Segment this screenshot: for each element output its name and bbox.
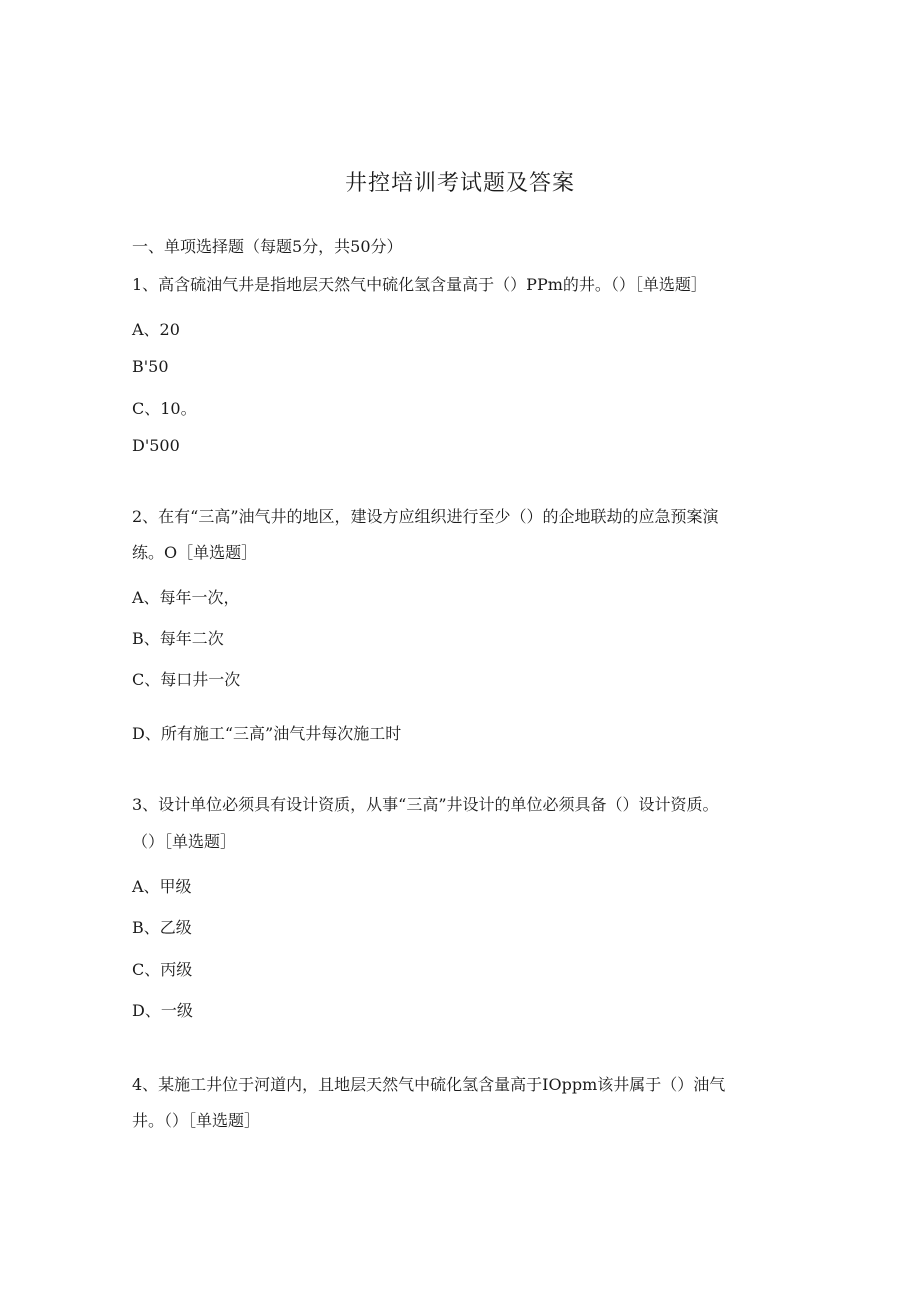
- question-1-option-c: C、10。: [132, 399, 197, 418]
- question-1-option-b: B'50: [132, 357, 169, 376]
- section-heading: 一、单项选择题（每题5分，共50分）: [132, 237, 403, 256]
- document-title: 井控培训考试题及答案: [344, 171, 575, 196]
- question-1-stem: 1、高含硫油气井是指地层天然气中硫化氢含量高于（）PPm的井。（）［单选题］: [132, 275, 707, 294]
- question-1-option-d: D'500: [132, 436, 180, 455]
- question-3-stem-line2: （）［单选题］: [132, 832, 237, 851]
- question-3-option-b: B、乙级: [132, 918, 192, 937]
- question-2-stem-line1: 2、在有“三高”油气井的地区，建设方应组织进行至少（）的企地联劫的应急预案演: [132, 507, 719, 526]
- question-2-option-c: C、每口井一次: [132, 670, 241, 689]
- question-3-option-d: D、一级: [132, 1001, 193, 1020]
- question-2-option-d: D、所有施工“三高”油气井每次施工时: [132, 724, 402, 743]
- question-1-option-a: A、20: [132, 320, 180, 339]
- question-3-option-c: C、丙级: [132, 960, 193, 979]
- question-4-stem-line1: 4、某施工井位于河道内，且地层天然气中硫化氢含量高于IOppm该井属于（）油气: [132, 1075, 726, 1094]
- question-2-option-a: A、每年一次，: [132, 588, 240, 607]
- question-2-stem-line2: 练。O［单选题］: [132, 543, 258, 562]
- question-2-option-b: B、每年二次: [132, 629, 224, 648]
- question-3-option-a: A、甲级: [132, 877, 192, 896]
- question-4-stem-line2: 井。（）［单选题］: [132, 1111, 261, 1130]
- question-3-stem-line1: 3、设计单位必须具有设计资质，从事“三高”井设计的单位必须具备（）设计资质。: [132, 795, 719, 814]
